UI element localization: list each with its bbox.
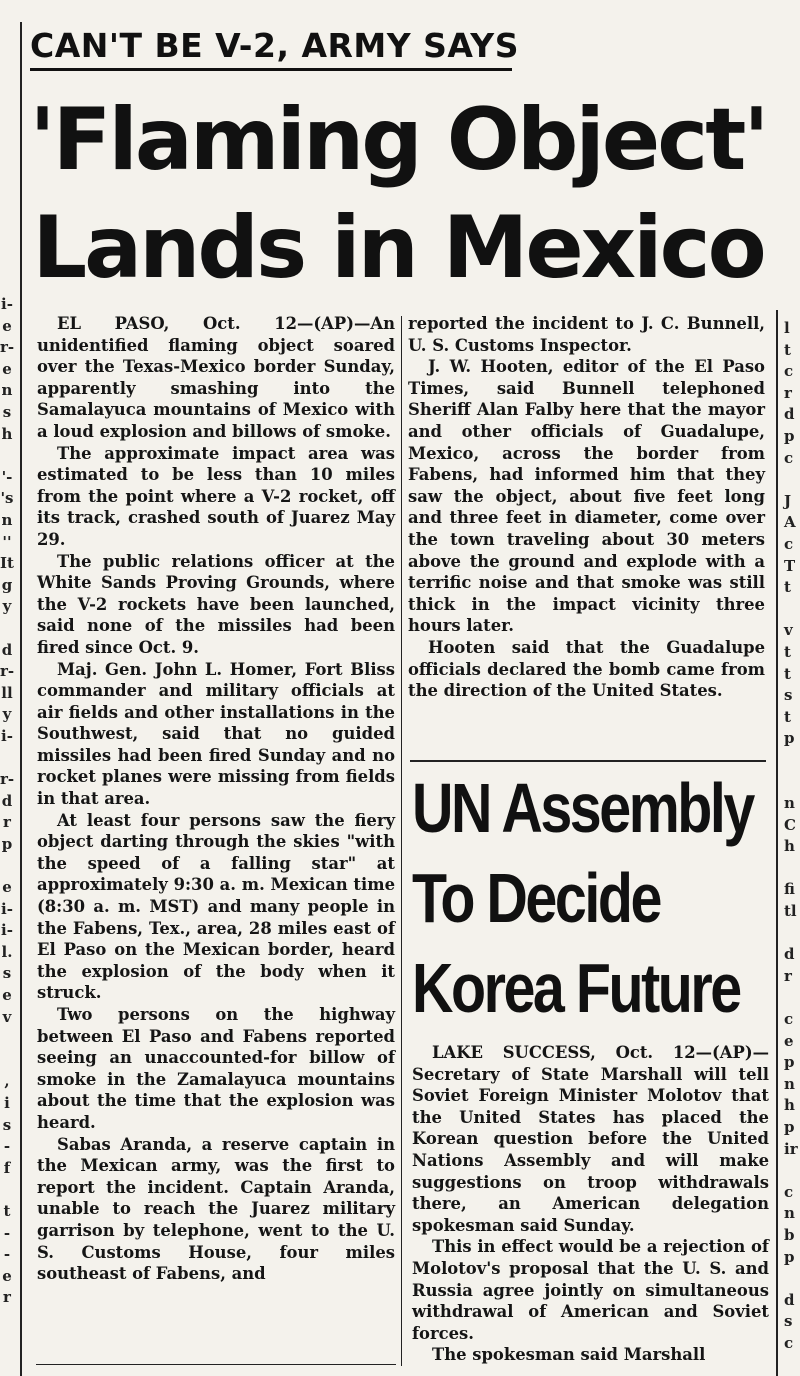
edge-fragment: ll [1, 683, 13, 702]
edge-fragment [784, 750, 798, 772]
edge-fragment: n [784, 794, 795, 813]
edge-fragment: v [2, 1007, 12, 1026]
paragraph: reported the incident to J. C. Bunnell, U. S. Customs Inspector. [408, 314, 765, 355]
left-edge-fragments [0, 294, 14, 1309]
main-headline-line-1: 'Flaming Object' [29, 90, 767, 190]
edge-fragment: d [784, 405, 795, 424]
edge-fragment: s [2, 1115, 12, 1134]
edge-fragment: e [2, 878, 12, 897]
edge-fragment [0, 1050, 14, 1072]
edge-fragment: t [784, 664, 791, 683]
edge-fragment: r [3, 813, 11, 832]
edge-fragment [784, 923, 798, 945]
column-rule [401, 316, 402, 1366]
edge-fragment: t [784, 707, 791, 726]
edge-fragment: '- [1, 467, 13, 486]
edge-fragment: h [784, 837, 795, 856]
main-headline-line-2: Lands in Mexico [32, 198, 764, 298]
paragraph: The spokesman said Marshall [432, 1345, 706, 1365]
edge-fragment [784, 771, 798, 793]
edge-fragment: r [3, 1288, 11, 1307]
edge-fragment: e [2, 316, 12, 335]
edge-fragment: d [1, 791, 13, 810]
edge-fragment [0, 1179, 14, 1201]
edge-fragment: It [0, 554, 14, 573]
paragraph: J. W. Hooten, editor of the El Paso Times, said Bunnell telephoned Sheriff Alan Falby here that the mayor and other officials of Guadalupe, Mexico, across the border from Fabens, had informed him that they saw the object, about five feet long and three feet in diameter, come over the town traveling about 30 meters above the ground and explode with a terrific noise and that smoke was still thick in the impact vicinity three hours later. [408, 357, 765, 636]
bottom-rule [36, 1364, 396, 1365]
edge-fragment: e [2, 359, 12, 378]
edge-fragment: i- [1, 295, 13, 313]
edge-fragment: r [784, 966, 792, 985]
edge-fragment: n [1, 510, 13, 529]
edge-fragment: e [2, 1266, 12, 1285]
edge-fragment: t [784, 642, 791, 661]
edge-fragment: A [784, 513, 796, 532]
edge-fragment: t [784, 340, 791, 359]
edge-fragment [0, 618, 14, 640]
edge-fragment: c [784, 534, 794, 553]
edge-fragment: c [784, 362, 794, 381]
paragraph: LAKE SUCCESS, Oct. 12—(AP)—Secretary of State Marshall will tell Soviet Foreign Minister Molotov that the United States has placed the Korean question before the United Nations Assembly and will make suggestions on troop withdrawals there, an American delegation spokesman said Sunday. [412, 1043, 769, 1235]
edge-fragment [0, 1028, 14, 1050]
right-edge-fragments [784, 318, 798, 1355]
second-story-body [412, 1042, 769, 1366]
edge-fragment: - [3, 1223, 11, 1242]
edge-fragment: e [784, 1031, 794, 1050]
edge-fragment: - [3, 1137, 11, 1156]
edge-fragment: C [784, 815, 796, 834]
edge-fragment: p [784, 729, 795, 748]
edge-fragment: h [1, 424, 13, 443]
edge-fragment: i [4, 1093, 10, 1112]
edge-fragment: r- [0, 662, 15, 681]
paragraph: The approximate impact area was estimated to be less than 10 miles from the point where a V-2 rocket, off its track, crashed south of Juarez May 29. [37, 443, 395, 549]
edge-fragment: f [3, 1158, 11, 1177]
edge-fragment [784, 469, 798, 491]
edge-fragment: l. [1, 942, 13, 961]
edge-fragment: c [784, 448, 794, 467]
paragraph: At least four persons saw the fiery object darting through the skies "with the speed of a falling star" at approximately 9:30 a. m. Mexican time (8:30 a. m. MST) and many people in the Fabens, Tex., area, 28 miles east of El Paso on the Mexican border, heard the explosion of the body when it struck. [37, 810, 395, 1003]
edge-fragment: '' [2, 532, 12, 551]
edge-fragment: i- [1, 726, 13, 745]
kicker-headline: CAN'T BE V-2, ARMY SAYS [30, 26, 512, 71]
story-divider [410, 760, 766, 762]
paragraph: EL PASO, Oct. 12—(AP)—An unidentified flaming object soared over the Texas-Mexico border Sunday, apparently smashing into the Samalayuca mountains of Mexico with a loud explosion and billows of smoke. [37, 314, 395, 441]
second-headline-line-1: UN Assembly [412, 769, 753, 847]
edge-fragment: d [784, 945, 795, 964]
story-right-column [408, 313, 765, 702]
edge-fragment: s [784, 686, 793, 705]
edge-fragment [0, 855, 14, 877]
edge-fragment: d [1, 640, 13, 659]
edge-fragment: p [1, 834, 13, 853]
edge-fragment: h [784, 1096, 795, 1115]
edge-fragment: r- [0, 770, 15, 789]
edge-fragment: i- [1, 899, 13, 918]
paragraph: Two persons on the highway between El Paso and Fabens reported seeing an unaccounted-for billow of smoke in the Zamalayuca mountains about the time that the explosion was heard. [37, 1005, 395, 1132]
right-border-rule [776, 310, 778, 1376]
edge-fragment: fi [784, 880, 795, 899]
paragraph: Maj. Gen. John L. Homer, Fort Bliss commander and military officials at air fields and other installations in the Southwest, said that no guided missiles had been fired Sunday and no rocket planes were missing from fields in that area. [37, 659, 395, 809]
edge-fragment: p [784, 1053, 795, 1072]
edge-fragment: r- [0, 338, 15, 357]
paragraph: The public relations officer at the White Sands Proving Grounds, where the V-2 rockets have been launched, said none of the missiles had been fired since Oct. 9. [37, 551, 395, 657]
edge-fragment: ir [784, 1139, 798, 1158]
paragraph: Hooten said that the Guadalupe officials declared the bomb came from the direction of the United States. [408, 637, 765, 701]
edge-fragment: , [4, 1072, 10, 1091]
edge-fragment: e [2, 986, 12, 1004]
edge-fragment: y [2, 597, 12, 616]
edge-fragment: p [784, 1247, 795, 1266]
edge-fragment [784, 987, 798, 1009]
edge-fragment: s [2, 402, 12, 421]
edge-fragment: n [784, 1204, 795, 1223]
edge-fragment [784, 1268, 798, 1290]
edge-fragment: p [784, 426, 795, 445]
edge-fragment [784, 1160, 798, 1182]
edge-fragment [0, 747, 14, 769]
edge-fragment: i- [1, 921, 13, 940]
edge-fragment: b [784, 1225, 795, 1244]
edge-fragment [784, 858, 798, 880]
paragraph: Sabas Aranda, a reserve captain in the Mexican army, was the first to report the incident. Captain Aranda, unable to reach the Juarez military garrison by telephone, went to the U. S. Customs House, four miles southeast of Fabens, and [37, 1134, 395, 1284]
edge-fragment: - [3, 1245, 11, 1264]
edge-fragment [0, 445, 14, 467]
edge-fragment: c [784, 1333, 794, 1352]
edge-fragment: p [784, 1117, 795, 1136]
edge-fragment: t [784, 578, 791, 597]
second-headline-line-2: To Decide [412, 859, 660, 937]
second-headline-line-3: Korea Future [412, 949, 740, 1027]
edge-fragment: v [784, 621, 793, 640]
edge-fragment: l [784, 319, 790, 337]
edge-fragment: g [1, 575, 13, 594]
edge-fragment: n [784, 1074, 795, 1093]
edge-fragment: r [784, 383, 792, 402]
edge-fragment: c [784, 1182, 794, 1201]
edge-fragment: tl [784, 902, 797, 921]
edge-fragment: n [1, 381, 13, 400]
edge-fragment: 's [0, 489, 14, 508]
paragraph: This in effect would be a rejection of Molotov's proposal that the U. S. and Russia agree jointly on simultaneous withdrawal of American and Soviet forces. [412, 1237, 769, 1343]
edge-fragment [784, 599, 798, 621]
edge-fragment: s [2, 964, 12, 983]
edge-fragment: s [784, 1312, 793, 1331]
edge-fragment: T [784, 556, 796, 575]
edge-fragment: c [784, 1010, 794, 1028]
edge-fragment: t [3, 1201, 11, 1220]
edge-fragment: d [784, 1290, 795, 1309]
story-left-column [37, 313, 395, 1285]
edge-fragment: y [2, 705, 12, 724]
edge-fragment: J [784, 491, 792, 510]
